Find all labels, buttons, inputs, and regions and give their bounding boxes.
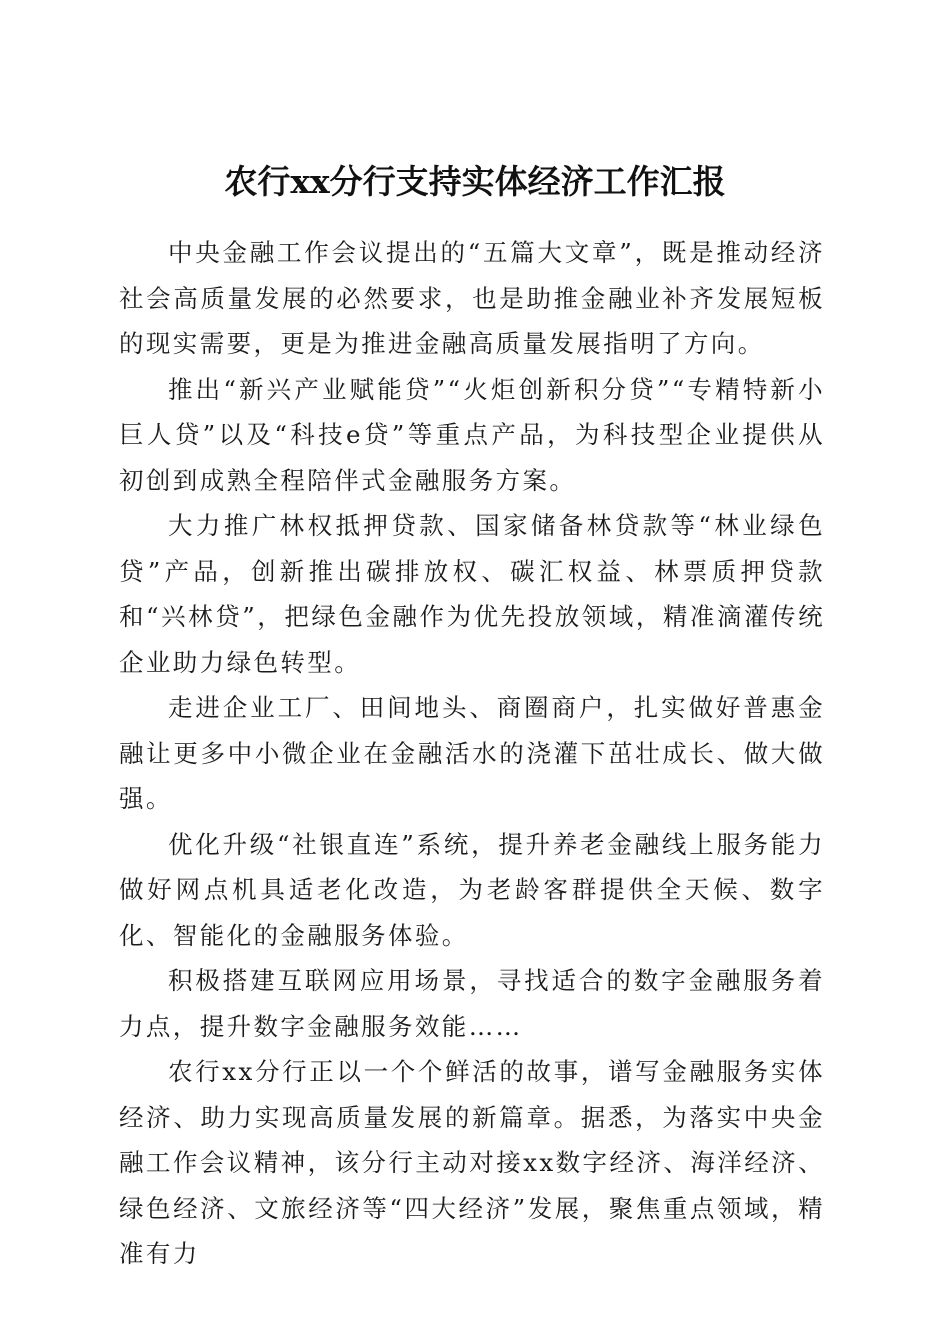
paragraph-7: 农行xx分行正以一个个鲜活的故事，谱写金融服务实体经济、助力实现高质量发展的新篇章。据悉，为落实中央金融工作会议精神，该分行主动对接xx数字经济、海洋经济、绿色经济、文旅经济等“四大经济”发展，聚焦重点领域，精准有力: [119, 1057, 825, 1268]
paragraph-2: 推出“新兴产业赋能贷”“火炬创新积分贷”“专精特新小巨人贷”以及“科技e贷”等重点产品，为科技型企业提供从初创到成熟全程陪伴式金融服务方案。: [119, 374, 825, 495]
paragraph-3: 大力推广林权抵押贷款、国家储备林贷款等“林业绿色贷”产品，创新推出碳排放权、碳汇权益、林票质押贷款和“兴林贷”，把绿色金融作为优先投放领域，精准滴灌传统企业助力绿色转型。: [119, 511, 825, 677]
document-title: 农行xx分行支持实体经济工作汇报: [224, 162, 726, 202]
paragraph-1: 中央金融工作会议提出的“五篇大文章”，既是推动经济社会高质量发展的必然要求，也是助推金融业补齐发展短板的现实需要，更是为推进金融高质量发展指明了方向。: [119, 238, 825, 358]
paragraph-6: 积极搭建互联网应用场景，寻找适合的数字金融服务着力点，提升数字金融服务效能……: [119, 966, 825, 1041]
paragraph-5: 优化升级“社银直连”系统，提升养老金融线上服务能力做好网点机具适老化改造，为老龄客群提供全天候、数字化、智能化的金融服务体验。: [119, 829, 825, 950]
paragraph-4: 走进企业工厂、田间地头、商圈商户，扎实做好普惠金融让更多中小微企业在金融活水的浇灌下茁壮成长、做大做强。: [119, 693, 825, 813]
document-body: [119, 230, 825, 1277]
